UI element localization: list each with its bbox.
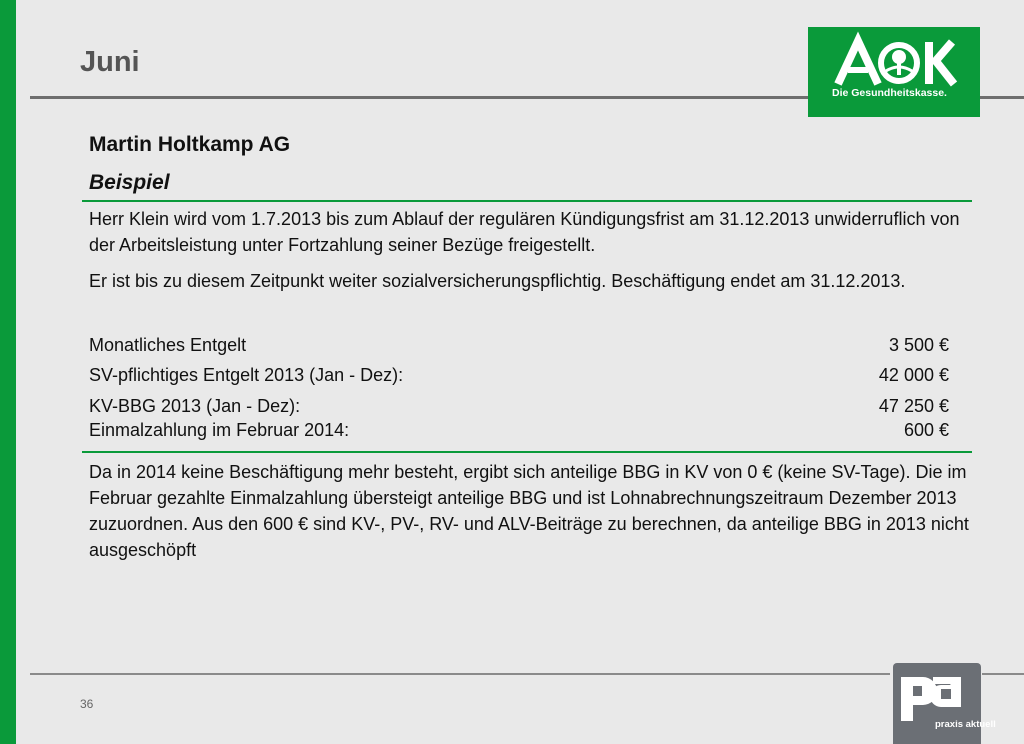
slide-title: Juni — [80, 46, 140, 78]
pa-logo-mark — [893, 663, 981, 723]
row-value: 3 500 € — [888, 335, 949, 355]
section-heading: Beispiel — [89, 171, 170, 194]
aok-logo — [808, 27, 980, 117]
intro-paragraph-1: Herr Klein wird vom 1.7.2013 bis zum Ablauf der regulären Kündigungsfrist am 31.12.2013 unwiderruflich von der Arbeitsleistung unter Fortzahlung seiner Bezüge freigestellt. — [89, 209, 960, 255]
praxis-aktuell-logo — [893, 663, 996, 744]
row-label: Monatliches Entgelt — [89, 335, 247, 355]
left-accent-bar — [0, 0, 16, 744]
row-label: KV-BBG 2013 (Jan - Dez): — [89, 396, 301, 416]
pa-tagline: praxis aktuell — [935, 719, 996, 730]
page-number: 36 — [80, 697, 94, 711]
row-value: 42 000 € — [878, 365, 949, 385]
conclusion-paragraph: Da in 2014 keine Beschäftigung mehr besteht, ergibt sich anteilige BBG in KV von 0 € (keine SV-Tage). Die im Februar gezahlte Einmalzahlung übersteigt anteilige BBG und ist Lohnabrechnungszeitraum Dezember 2013 zuzuordnen. Aus den 600 € sind KV-, PV-, RV- und ALV-Beiträge zu berechnen, da anteilige BBG in 2013 nicht ausgeschöpft — [89, 462, 969, 560]
row-value: 47 250 € — [878, 396, 949, 416]
company-name: Martin Holtkamp AG — [89, 133, 291, 156]
row-label: Einmalzahlung im Februar 2014: — [89, 420, 350, 440]
section-divider-top — [82, 200, 972, 202]
row-label: SV-pflichtiges Entgelt 2013 (Jan - Dez): — [89, 365, 404, 385]
row-value: 600 € — [903, 420, 949, 440]
footer-divider-right — [982, 673, 1024, 675]
aok-tagline: Die Gesundheitskasse. — [832, 87, 947, 99]
intro-paragraph-2: Er ist bis zu diesem Zeitpunkt weiter sozialversicherungspflichtig. Beschäftigung endet am 31.12.2013. — [89, 271, 906, 291]
section-divider-bottom — [82, 451, 972, 453]
footer-divider — [30, 673, 890, 675]
aok-logo-mark — [808, 27, 980, 87]
